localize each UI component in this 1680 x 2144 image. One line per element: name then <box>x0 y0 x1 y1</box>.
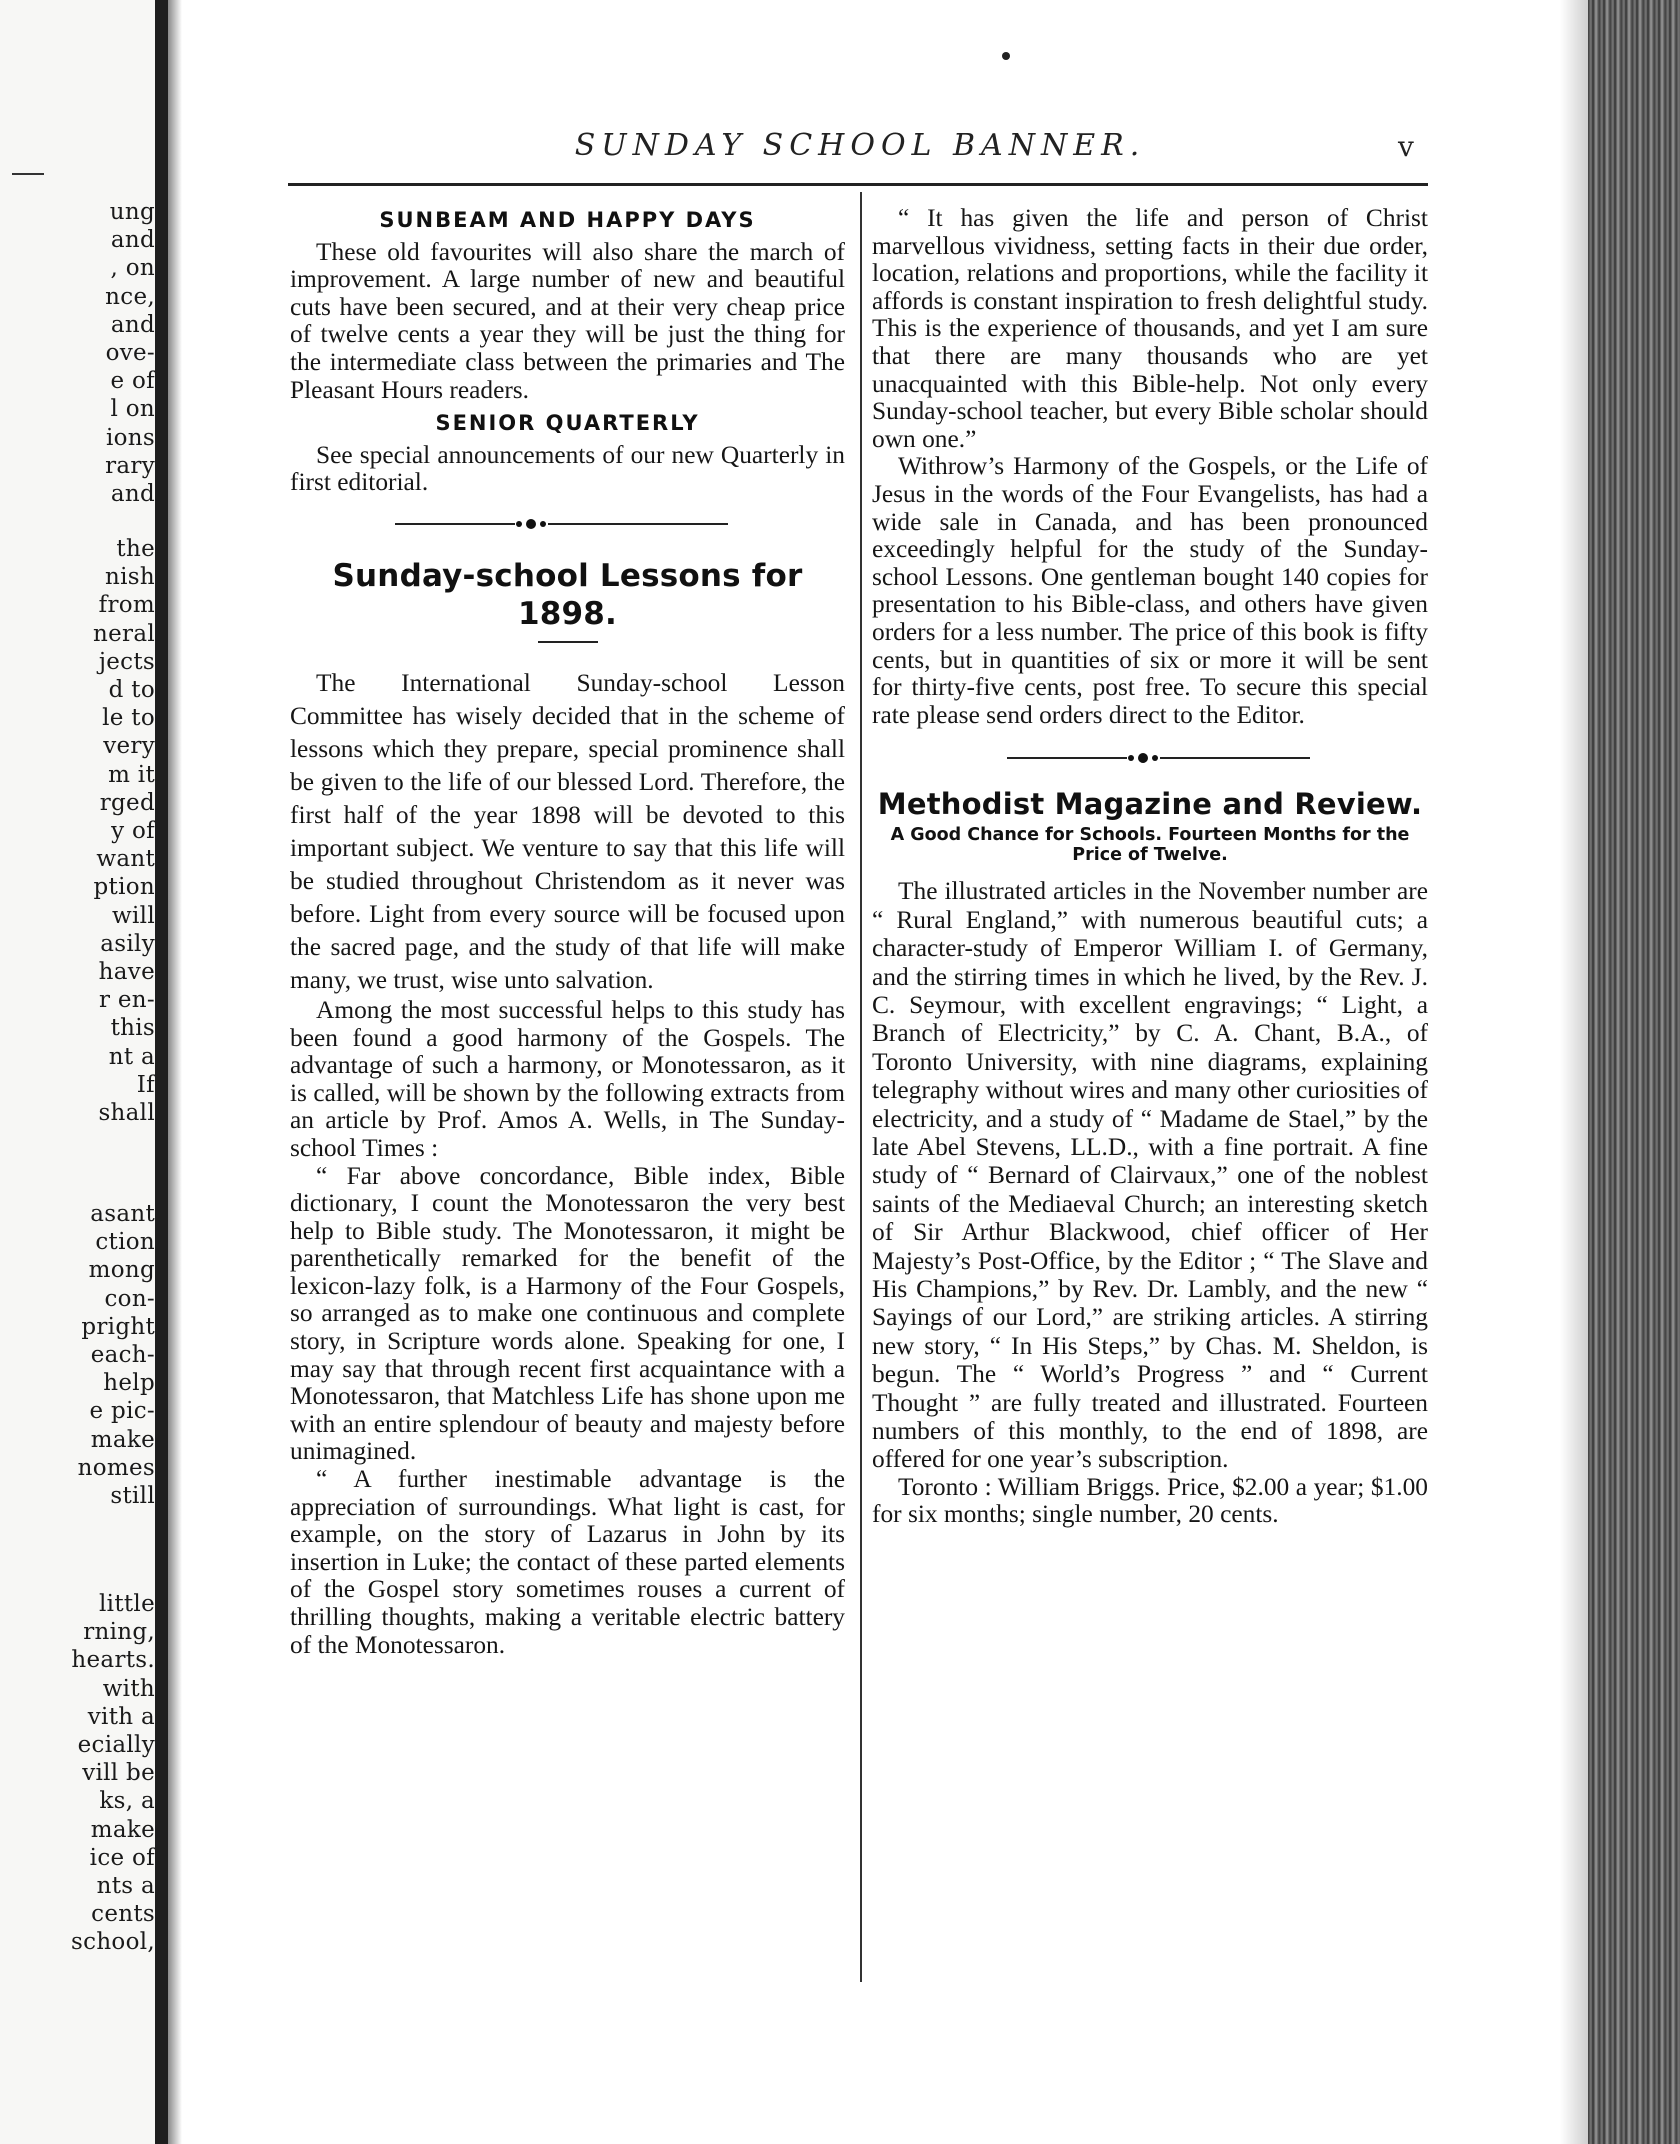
ornament-dot <box>1152 755 1158 761</box>
book-page-edges <box>1588 0 1680 2144</box>
adjacent-page-line: very <box>103 733 155 760</box>
adjacent-page-line: with <box>102 1675 155 1702</box>
ornament-dot <box>540 521 546 527</box>
adjacent-page-line: the <box>116 536 155 562</box>
adjacent-page-line: If <box>136 1071 155 1098</box>
adjacent-page-line: have <box>98 959 155 985</box>
adjacent-page-line: neral <box>93 620 155 647</box>
adjacent-page-line: and <box>110 311 155 338</box>
adjacent-page-line: vill be <box>82 1760 155 1787</box>
adjacent-page-line: hearts. <box>71 1647 155 1674</box>
section-ornament <box>290 509 845 539</box>
page-edge-shadow <box>1560 0 1588 2144</box>
magazine-title: Methodist Magazine and Review. <box>877 787 1423 822</box>
adjacent-page-line: y of <box>111 818 155 844</box>
quote-paragraph-2: “ A further inestimable advantage is the appreciation of surroundings. What light is cast, for example, on the story of Lazarus in John by its insertion in Luke; the contact of these parted elements of the Gospel story sometimes rouses a current of thrilling thoughts, making a veritable electric battery of the Monotessaron. <box>290 1465 845 1659</box>
right-column <box>872 205 1428 1529</box>
running-title: SUNDAY SCHOOL BANNER. <box>574 128 1146 163</box>
adjacent-page-line: m it <box>108 761 155 788</box>
left-column <box>290 205 845 1659</box>
section-ornament <box>872 743 1428 773</box>
adjacent-page-line: make <box>90 1426 155 1453</box>
adjacent-page-line: asant <box>90 1201 155 1227</box>
ornament-line-right <box>548 523 728 525</box>
adjacent-page-line: cents <box>91 1901 155 1928</box>
lessons-paragraph-1: The International Sunday-school Lesson Committee has wisely decided that in the scheme of lessons which they prepare, special prominence shall be given to the life of our blessed Lord. Therefore, the first half of the year 1898 will be devoted to this important subject. We venture to say that this life will be studied throughout Christendom as it never was before. Light from every source will be focused upon the sacred page, and the study of that life will make many, we trust, wise unto salvation. <box>290 668 845 994</box>
senior-quarterly-heading: SENIOR QUARTERLY <box>435 411 700 436</box>
adjacent-page-line: little <box>99 1591 155 1617</box>
adjacent-page-line: asily <box>100 930 155 957</box>
adjacent-page-line: still <box>110 1483 155 1509</box>
adjacent-page-line: rning, <box>83 1619 155 1646</box>
lessons-title: Sunday-school Lessons for 1898. <box>332 557 803 632</box>
adjacent-page-line: con- <box>104 1285 155 1312</box>
adjacent-page-line: help <box>103 1370 155 1397</box>
adjacent-page-line: l on <box>110 396 155 423</box>
adjacent-page-line: ecially <box>77 1732 155 1758</box>
adjacent-page-line: nts a <box>96 1873 155 1899</box>
magazine-subtitle: A Good Chance for Schools. Fourteen Months for the Price of Twelve. <box>890 825 1410 866</box>
ornament-dot <box>1128 755 1134 761</box>
adjacent-page-line: ption <box>93 874 155 901</box>
adjacent-page-line: and <box>110 481 155 507</box>
adjacent-page-rule <box>12 173 44 175</box>
adjacent-page-line: ove- <box>105 340 155 366</box>
adjacent-page-line: ice of <box>89 1844 155 1871</box>
adjacent-page-line: rged <box>99 789 155 816</box>
adjacent-page-line: from <box>98 592 155 619</box>
adjacent-page-line: , on <box>110 255 155 282</box>
ornament-dot <box>1138 753 1148 763</box>
adjacent-page-line: ks, a <box>99 1788 155 1815</box>
adjacent-page-line: d to <box>108 677 155 703</box>
adjacent-page-line: vith a <box>87 1703 155 1730</box>
quote-paragraph-3: “ It has given the life and person of Christ marvellous vividness, setting facts in their due order, location, relations and proportions, while the facility it affords is constant inspiration to fresh delightful study. This is the experience of thousands, and yet I am sure that there are many thousands who are yet unacquainted with this Bible-help. Not only every Sunday-school teacher, but every Bible scholar should own one.” <box>872 204 1428 453</box>
adjacent-page-line: pright <box>81 1313 155 1340</box>
adjacent-page-line: mong <box>88 1257 155 1284</box>
adjacent-page-line: rary <box>105 452 155 479</box>
magazine-paragraph: The illustrated articles in the November number are “ Rural England,” with numerous beautiful cuts; a character-study of Emperor William I. of Germany, and the stirring times in which he lived, by the Rev. J. C. Seymour, with excellent engravings; “ Light, a Branch of Electricity,” by C. A. Chant, B.A., of Toronto University, with nine diagrams, explaining telegraphy without wires and many other curiosities of electricity, and a study of “ Madame de Stael,” by the late Abel Stevens, LL.D., with a fine portrait. A fine study of “ Bernard of Clairvaux,” one of the noblest saints of the Mediaeval Church; an interesting sketch of Sir Arthur Blackwood, chief officer of Her Majesty’s Post-Office, by the Editor ; “ The Slave and His Champions,” by Rev. Dr. Lambly, and the new “ Sayings of our Lord,” are striking articles. A stirring new story, “ In His Steps,” by Chas. M. Sheldon, is begun. The “ World’s Progress ” and “ Current Thought ” are fully treated and illustrated. Fourteen numbers of this monthly, to the end of 1898, are offered for one year’s subscription. <box>872 877 1428 1474</box>
adjacent-page-line: le to <box>102 705 155 732</box>
lessons-paragraph-2: Among the most successful helps to this study has been found a good harmony of the Gospels. The advantage of such a harmony, or Monotessaron, as it is called, will be shown by the following extracts from an article by Prof. Amos A. Wells, in The Sunday-school Times : <box>290 995 845 1162</box>
ornament-line-left <box>1007 757 1127 759</box>
ornament-line-right <box>1160 757 1310 759</box>
adjacent-page-line: r en- <box>98 987 155 1014</box>
adjacent-page-line: ction <box>95 1229 155 1256</box>
adjacent-page-line: school, <box>71 1929 155 1956</box>
ornament-dot <box>516 521 522 527</box>
adjacent-page-line: shall <box>98 1100 155 1126</box>
gutter-shadow <box>168 0 182 2144</box>
adjacent-page-line: e pic- <box>89 1398 155 1425</box>
adjacent-page-line: ung <box>109 199 155 225</box>
magazine-price-paragraph: Toronto : William Briggs. Price, $2.00 a year; $1.00 for six months; single number, 20 cents. <box>872 1472 1428 1529</box>
adjacent-page-line: nt a <box>108 1043 155 1070</box>
adjacent-page-line: nomes <box>77 1454 155 1481</box>
title-underline <box>538 641 598 643</box>
quote-paragraph-1: “ Far above concordance, Bible index, Bible dictionary, I count the Monotessaron the very best help to Bible study. The Monotessaron, it might be parenthetically remarked for the benefit of the lexicon-lazy folk, is a Harmony of the Four Gospels, so arranged as to make one continuous and complete story, in Scripture words alone. Speaking for one, I may say that through recent first acquaintance with a Monotessaron, that Matchless Life has shone upon me with an entire splendour of beauty and majesty before unimagined. <box>290 1161 845 1466</box>
adjacent-page-strip <box>0 0 155 2144</box>
adjacent-page-line: will <box>112 902 155 929</box>
senior-quarterly-paragraph: See special announcements of our new Quarterly in first editorial. <box>290 440 845 497</box>
sunbeam-paragraph: These old favourites will also share the march of improvement. A large number of new and beautiful cuts have been secured, and at their very cheap price of twelve cents a year they will be just the thing for the intermediate class between the primaries and The Pleasant Hours readers. <box>290 237 845 404</box>
book-gutter <box>155 0 168 2144</box>
adjacent-page-line: e of <box>110 368 155 395</box>
adjacent-page-line: jects <box>98 648 155 675</box>
page-number: v <box>1398 130 1414 163</box>
ornament-line-left <box>395 523 515 525</box>
adjacent-page-line: make <box>90 1816 155 1843</box>
header-rule <box>288 183 1428 186</box>
column-divider <box>860 192 862 1982</box>
adjacent-page-line: want <box>96 846 155 873</box>
adjacent-page-line: and <box>110 227 155 254</box>
adjacent-page-line: each- <box>90 1342 155 1368</box>
withrow-paragraph: Withrow’s Harmony of the Gospels, or the Life of Jesus in the words of the Four Evangelists, has had a wide sale in Canada, and has been pronounced exceedingly helpful for the study of the Sunday-school Lessons. One gentleman bought 140 copies for presentation to his Bible-class, and others have given orders for a less number. The price of this book is fifty cents, but in quantities of six or more it will be sent for thirty-five cents, post free. To secure this special rate please send orders direct to the Editor. <box>872 452 1428 729</box>
ornament-dot <box>526 519 536 529</box>
sunbeam-heading: SUNBEAM AND HAPPY DAYS <box>379 208 756 232</box>
adjacent-page-line: ions <box>105 424 155 451</box>
ink-speck <box>1002 52 1010 60</box>
adjacent-page-line: nish <box>105 564 155 591</box>
adjacent-page-line: nce, <box>105 283 155 310</box>
adjacent-page-line: this <box>110 1015 155 1042</box>
